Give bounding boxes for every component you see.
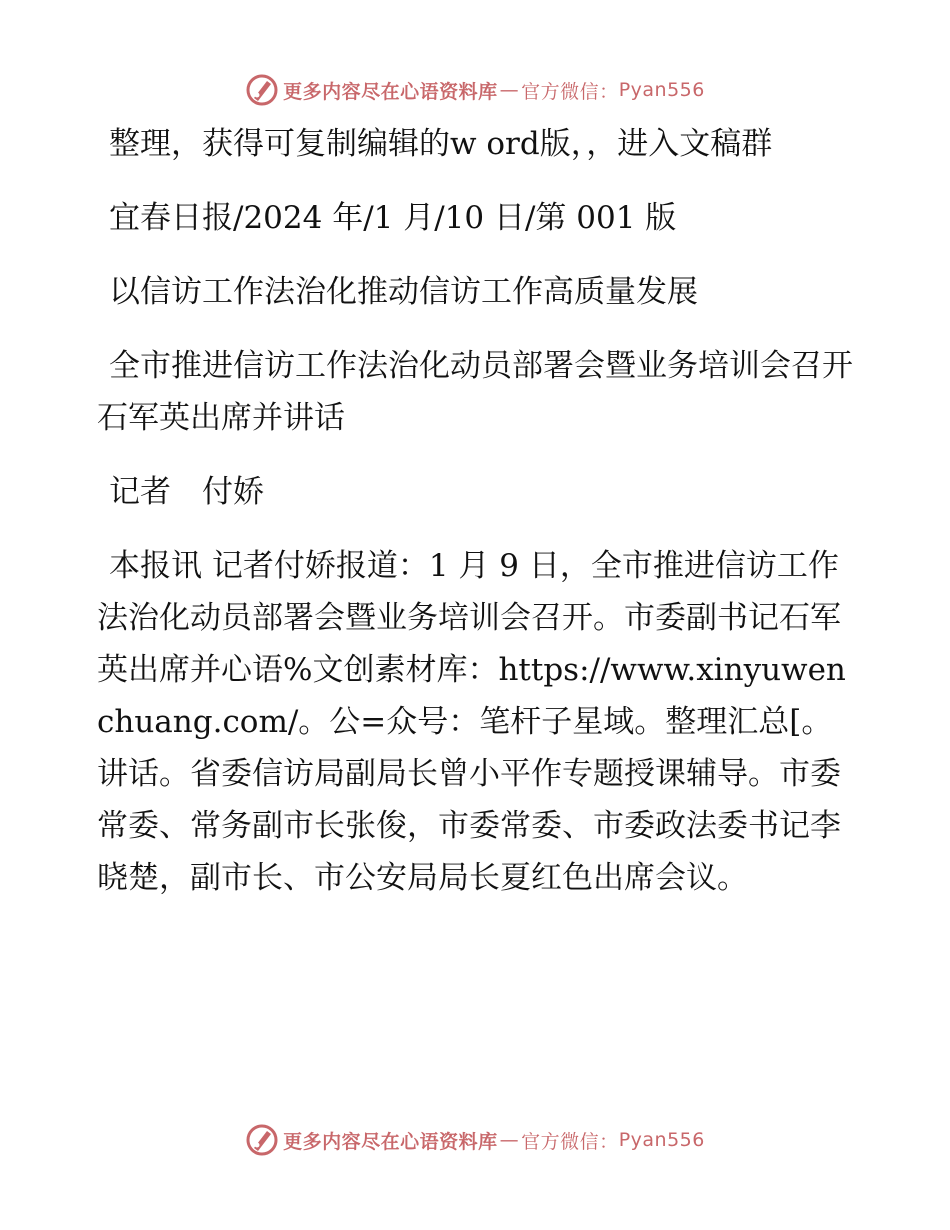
- headline: 以信访工作法治化推动信访工作高质量发展: [109, 274, 698, 310]
- watermark-wechat-id: Pyan556: [618, 1129, 705, 1151]
- document-content: [97, 118, 857, 926]
- subheadline: 全市推进信访工作法治化动员部署会暨业务培训会召开 石军英出席并讲话: [97, 348, 853, 436]
- logo-icon: [245, 1123, 279, 1157]
- watermark-wechat-id: Pyan556: [618, 79, 705, 101]
- watermark-banner-bottom: [0, 1120, 950, 1160]
- source-line: 宜春日报/2024 年/1 月/10 日/第 001 版: [109, 200, 677, 236]
- byline: 记者 付娇: [109, 474, 264, 510]
- watermark-brand: 更多内容尽在心语资料库: [283, 80, 498, 103]
- watermark-official: 官方微信：: [521, 1130, 619, 1153]
- watermark-dash: —: [499, 1129, 520, 1151]
- watermark-official: 官方微信：: [521, 80, 619, 103]
- intro-text: 整理，获得可复制编辑的w ord版，，进入文稿群: [109, 126, 773, 162]
- watermark-brand: 更多内容尽在心语资料库: [283, 1130, 498, 1153]
- logo-icon: [245, 73, 279, 107]
- watermark-banner-top: [0, 70, 950, 110]
- watermark-dash: —: [499, 79, 520, 101]
- body-paragraph: 本报讯 记者付娇报道：1 月 9 日，全市推进信访工作法治化动员部署会暨业务培训会召开。市委副书记石军英出席并心语%文创素材库：https://www.xinyuwenchuang.com/。公=众号：笔杆子星域。整理汇总[。讲话。省委信访局副局长曾小平作专题授课辅导。市委常委、常务副市长张俊，市委常委、市委政法委书记李晓楚，副市长、市公安局局长夏红色出席会议。: [97, 548, 846, 896]
